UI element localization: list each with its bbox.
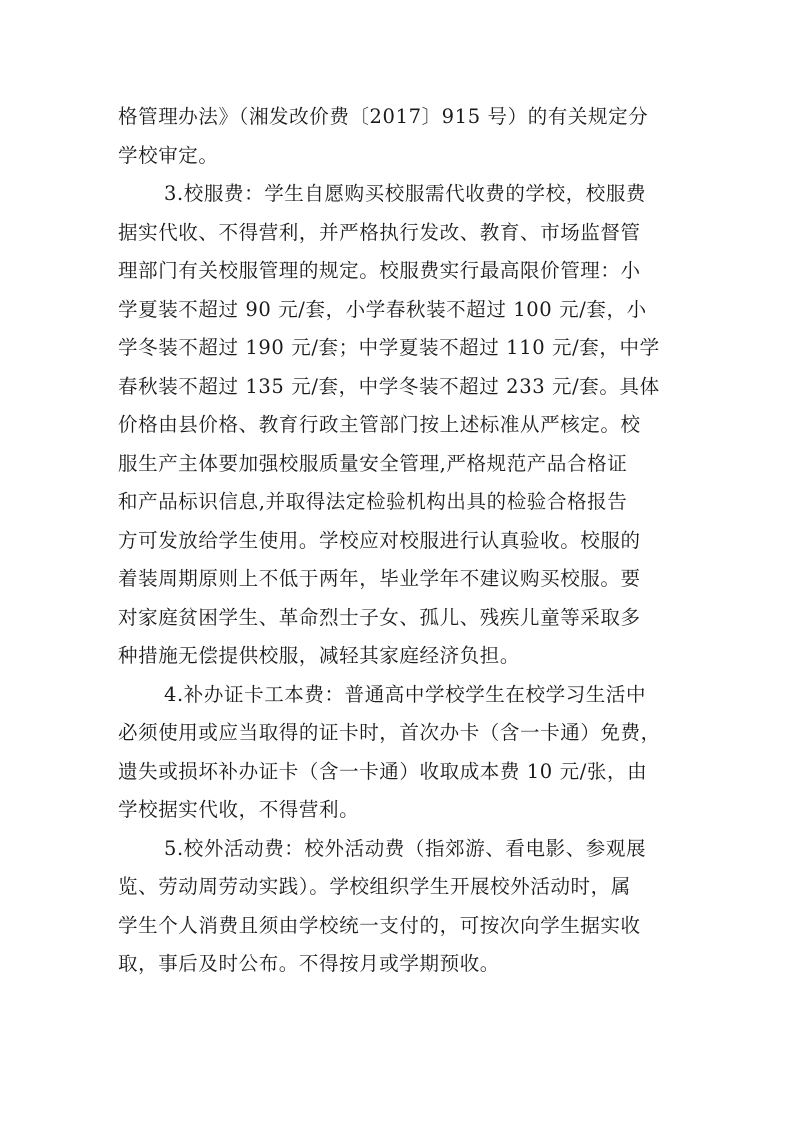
text-line: 服生产主体要加强校服质量安全管理,严格规范产品合格证 [118, 451, 628, 475]
paragraph-start-line: 3.校服费：学生自愿购买校服需代收费的学校，校服费 [164, 182, 647, 205]
text-line: 必须使用或应当取得的证卡时，首次办卡（含一卡通）免费， [118, 721, 661, 744]
text-line: 取，事后及时公布。不得按月或学期预收。 [118, 952, 500, 975]
text-line: 方可发放给学生使用。学校应对校服进行认真验收。校服的 [118, 528, 641, 552]
text-line: 学夏装不超过 90 元/套，小学春秋装不超过 100 元/套，小 [118, 297, 647, 321]
text-line: 春秋装不超过 135 元/套，中学冬装不超过 233 元/套。具体 [118, 374, 660, 398]
paragraph-start-line: 5.校外活动费：校外活动费（指郊游、看电影、参观展 [164, 836, 647, 860]
text-line: 理部门有关校服管理的规定。校服费实行最高限价管理：小 [118, 259, 641, 282]
text-line: 览、劳动周劳动实践）。学校组织学生开展校外活动时，属 [118, 875, 631, 898]
text-line: 遗失或损坏补办证卡（含一卡通）收取成本费 10 元/张，由 [118, 759, 648, 783]
text-line: 对家庭贫困学生、革命烈士子女、孤儿、残疾儿童等采取多 [118, 605, 641, 629]
document-body [118, 98, 688, 984]
text-line: 和产品标识信息,并取得法定检验机构出具的检验合格报告 [118, 490, 628, 513]
text-line: 据实代收、不得营利，并严格执行发改、教育、市场监督管 [118, 220, 641, 244]
text-line: 种措施无偿提供校服，减轻其家庭经济负担。 [118, 644, 521, 667]
text-line: 学校审定。 [118, 143, 219, 167]
text-line: 着装周期原则上不低于两年，毕业学年不建议购买校服。要 [118, 567, 641, 590]
text-line: 学校据实代收，不得营利。 [118, 798, 360, 821]
text-line: 价格由县价格、教育行政主管部门按上述标准从严核定。校 [118, 413, 641, 436]
text-line: 格管理办法》（湘发改价费〔2017〕915 号）的有关规定分 [118, 105, 649, 128]
text-line: 学生个人消费且须由学校统一支付的，可按次向学生据实收 [118, 913, 641, 937]
paragraph-start-line: 4.补办证卡工本费：普通高中学校学生在校学习生活中 [164, 682, 647, 706]
text-line: 学冬装不超过 190 元/套；中学夏装不超过 110 元/套，中学 [118, 336, 660, 359]
